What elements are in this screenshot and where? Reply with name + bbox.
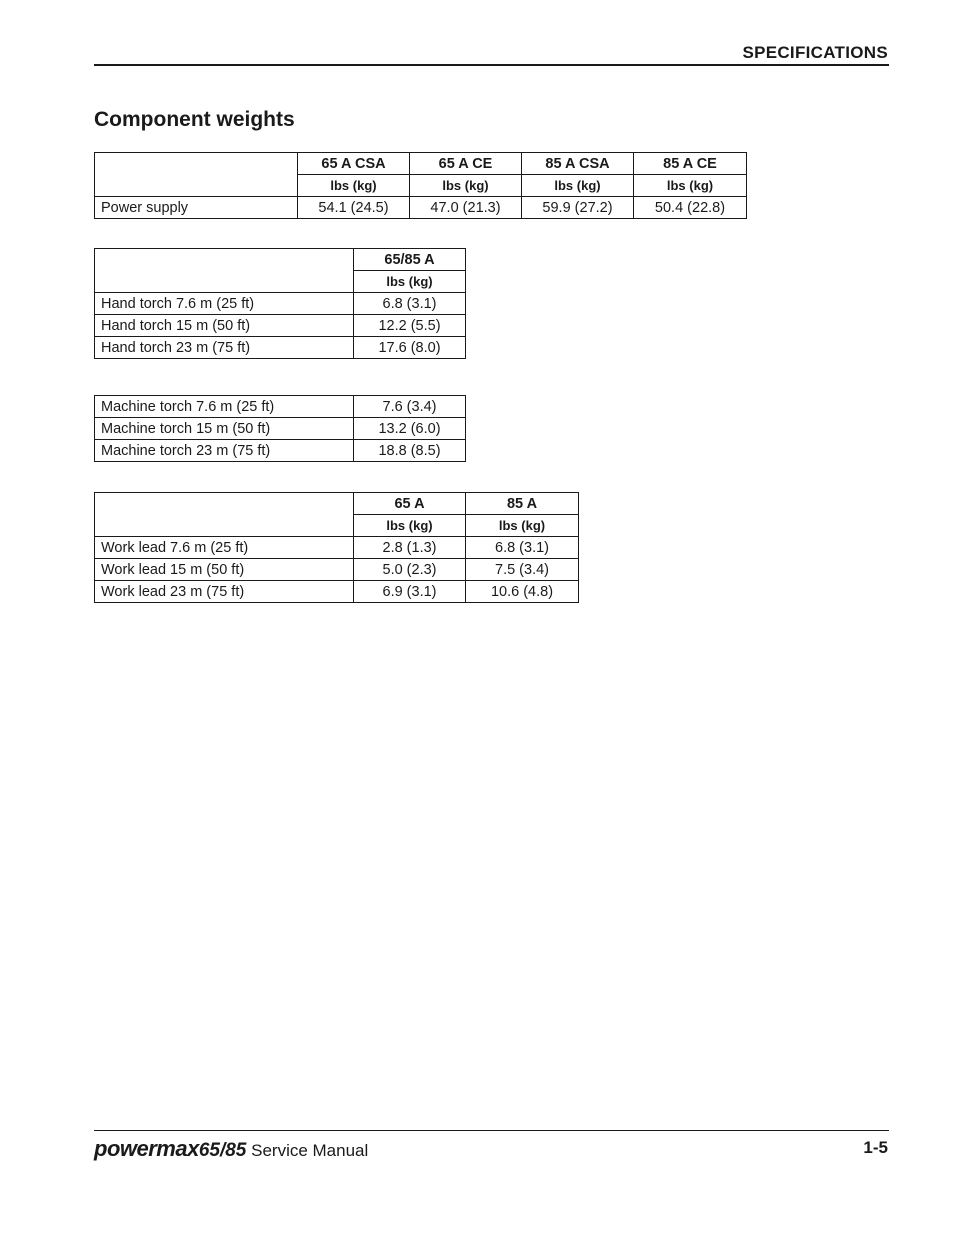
- row-label: Hand torch 15 m (50 ft): [95, 315, 354, 337]
- table-corner-cell: [95, 153, 298, 197]
- table-row: [95, 559, 579, 581]
- weight-value: 13.2 (6.0): [354, 418, 466, 440]
- row-label: Hand torch 23 m (75 ft): [95, 337, 354, 359]
- weight-value: 7.5 (3.4): [466, 559, 579, 581]
- row-label: Power supply: [95, 197, 298, 219]
- power-supply-table: [94, 152, 747, 219]
- unit-header: lbs (kg): [634, 175, 747, 197]
- table-row: [95, 197, 747, 219]
- table-header-row: [95, 493, 579, 515]
- weight-value: 2.8 (1.3): [354, 537, 466, 559]
- unit-header: lbs (kg): [354, 515, 466, 537]
- header-divider: [94, 64, 889, 66]
- table-corner-cell: [95, 249, 354, 293]
- weight-value: 54.1 (24.5): [298, 197, 410, 219]
- column-header: 85 A: [466, 493, 579, 515]
- weight-value: 18.8 (8.5): [354, 440, 466, 462]
- table-row: [95, 337, 466, 359]
- machine-torch-table: [94, 395, 466, 462]
- row-label: Work lead 7.6 m (25 ft): [95, 537, 354, 559]
- weight-value: 7.6 (3.4): [354, 396, 466, 418]
- table-row: [95, 537, 579, 559]
- weight-value: 10.6 (4.8): [466, 581, 579, 603]
- section-header: SPECIFICATIONS: [742, 43, 888, 62]
- weight-value: 50.4 (22.8): [634, 197, 747, 219]
- table-row: [95, 581, 579, 603]
- unit-header: lbs (kg): [354, 271, 466, 293]
- table-header-row: [95, 249, 466, 271]
- row-label: Machine torch 7.6 m (25 ft): [95, 396, 354, 418]
- table-row: [95, 315, 466, 337]
- work-lead-table: [94, 492, 579, 603]
- brand-logo: powermax: [94, 1136, 199, 1161]
- table-row: [95, 396, 466, 418]
- table-row: [95, 293, 466, 315]
- footer-product: [94, 1136, 368, 1162]
- footer-divider: [94, 1130, 889, 1131]
- column-header: 65 A: [354, 493, 466, 515]
- table-row: [95, 440, 466, 462]
- table-row: [95, 418, 466, 440]
- weight-value: 6.9 (3.1): [354, 581, 466, 603]
- row-label: Work lead 15 m (50 ft): [95, 559, 354, 581]
- column-header: 65 A CSA: [298, 153, 410, 175]
- page-number: 1-5: [863, 1138, 888, 1157]
- weight-value: 6.8 (3.1): [354, 293, 466, 315]
- weight-value: 59.9 (27.2): [522, 197, 634, 219]
- unit-header: lbs (kg): [466, 515, 579, 537]
- column-header: 85 A CSA: [522, 153, 634, 175]
- unit-header: lbs (kg): [410, 175, 522, 197]
- column-header: 85 A CE: [634, 153, 747, 175]
- column-header: 65 A CE: [410, 153, 522, 175]
- weight-value: 6.8 (3.1): [466, 537, 579, 559]
- manual-title: Service Manual: [251, 1141, 369, 1160]
- unit-header: lbs (kg): [298, 175, 410, 197]
- page-title: Component weights: [94, 108, 295, 131]
- row-label: Hand torch 7.6 m (25 ft): [95, 293, 354, 315]
- unit-header: lbs (kg): [522, 175, 634, 197]
- table-corner-cell: [95, 493, 354, 537]
- brand-model: 65/85: [198, 1140, 247, 1161]
- table-header-row: [95, 153, 747, 175]
- column-header: 65/85 A: [354, 249, 466, 271]
- weight-value: 47.0 (21.3): [410, 197, 522, 219]
- hand-torch-table: [94, 248, 466, 359]
- row-label: Machine torch 23 m (75 ft): [95, 440, 354, 462]
- row-label: Machine torch 15 m (50 ft): [95, 418, 354, 440]
- weight-value: 5.0 (2.3): [354, 559, 466, 581]
- row-label: Work lead 23 m (75 ft): [95, 581, 354, 603]
- weight-value: 17.6 (8.0): [354, 337, 466, 359]
- weight-value: 12.2 (5.5): [354, 315, 466, 337]
